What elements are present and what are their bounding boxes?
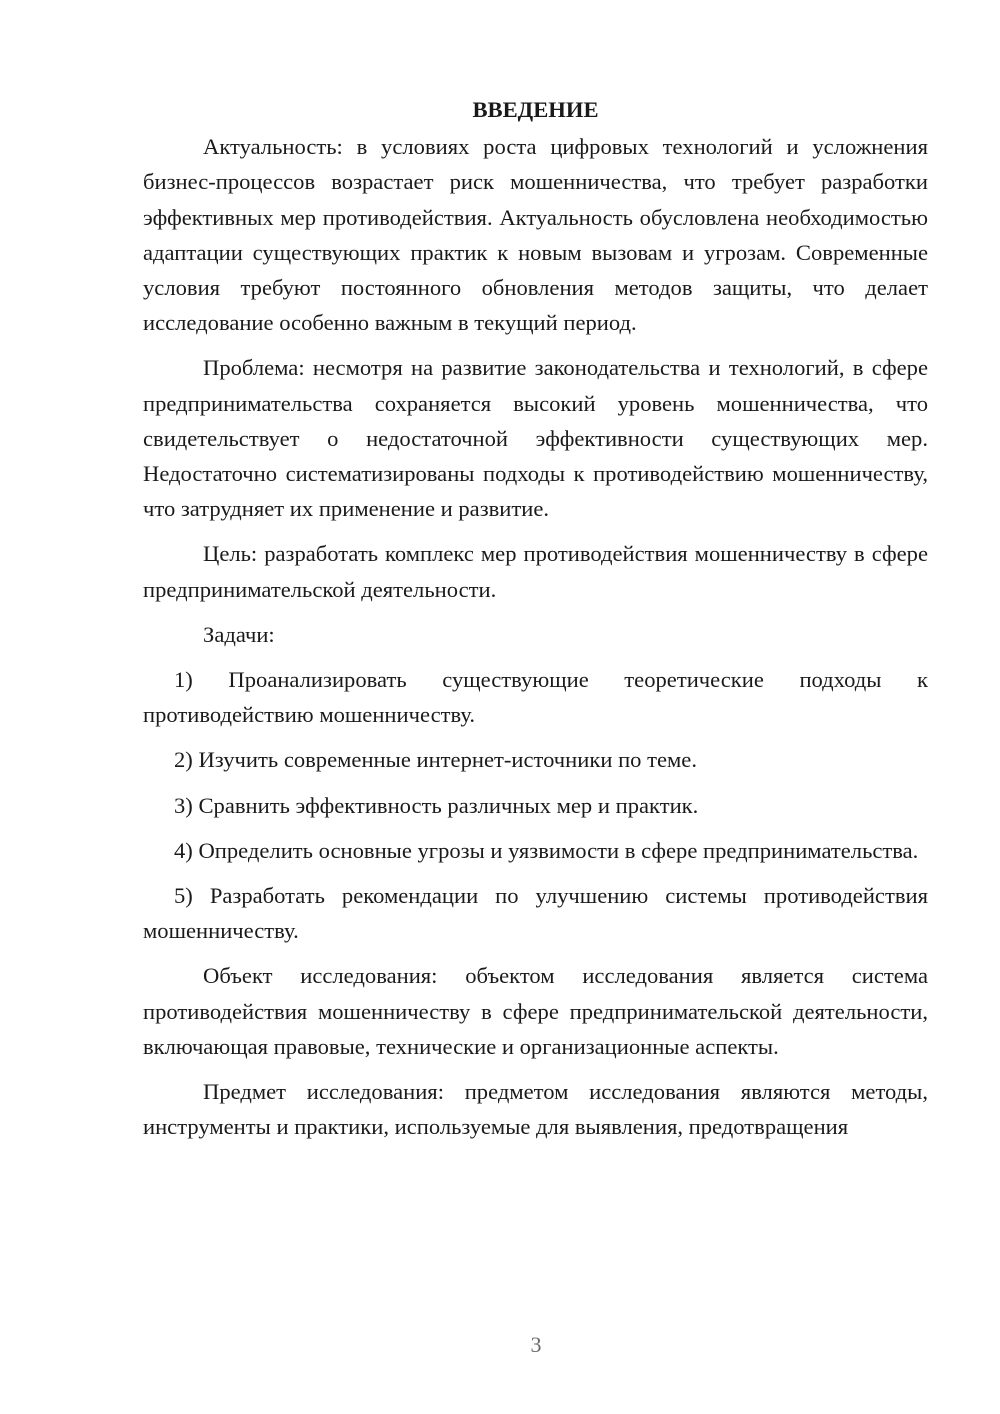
task-item: 1) Проанализировать существующие теоретические подходы к противодействию мошенничеству. bbox=[143, 667, 928, 728]
task-item: 2) Изучить современные интернет-источники по теме. bbox=[174, 747, 697, 773]
page-number: 3 bbox=[530, 1332, 542, 1357]
task-item: 5) Разработать рекомендации по улучшению системы противодействия мошенничеству. bbox=[143, 883, 928, 944]
paragraph-goal: Цель: разработать комплекс мер противодействия мошенничеству в сфере предпринимательской деятельности. bbox=[143, 541, 928, 602]
tasks-heading: Задачи: bbox=[203, 621, 275, 647]
paragraph-problem: Проблема: несмотря на развитие законодательства и технологий, в сфере предпринимательства сохраняется высокий уровень мошенничества, что свидетельствует о недостаточной эффективности существующих мер. Недостаточно систематизированы подходы к противодействию мошенничеству, что затрудняет их применение и развитие. bbox=[143, 355, 928, 522]
paragraph-subject: Предмет исследования: предметом исследования являются методы, инструменты и практики, используемые для выявления, предотвращения bbox=[143, 1079, 928, 1140]
task-item: 4) Определить основные угрозы и уязвимости в сфере предпринимательства. bbox=[174, 837, 919, 863]
task-item: 3) Сравнить эффективность различных мер и практик. bbox=[174, 792, 699, 818]
paragraph-object: Объект исследования: объектом исследования является система противодействия мошенничеству в сфере предпринимательской деятельности, включающая правовые, технические и организационные аспекты. bbox=[143, 963, 928, 1059]
section-title: ВВЕДЕНИЕ bbox=[472, 97, 599, 122]
paragraph-relevance: Актуальность: в условиях роста цифровых технологий и усложнения бизнес-процессов возрастает риск мошенничества, что требует разработки эффективных мер противодействия. Актуальность обусловлена необходимостью адаптации существующих практик к новым вызовам и угрозам. Современные условия требуют постоянного обновления методов защиты, что делает исследование особенно важным в текущий период. bbox=[143, 134, 928, 336]
page-content bbox=[143, 92, 928, 1154]
